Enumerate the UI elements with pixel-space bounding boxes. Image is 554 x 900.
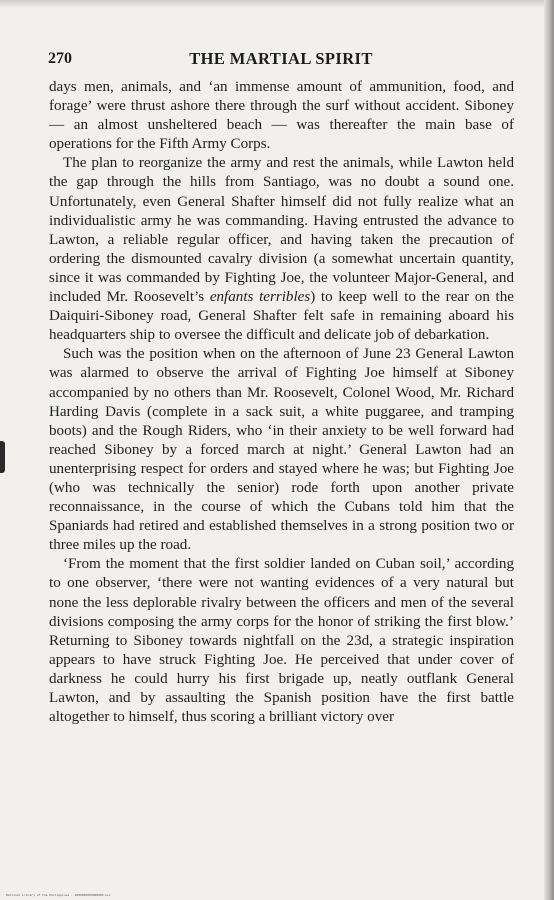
page-header — [48, 49, 514, 73]
body-text — [49, 78, 514, 727]
page-number: 270 — [48, 50, 72, 67]
page-top-shadow — [0, 0, 554, 8]
paragraph-2-part-2: ) to keep well to the rear on the Daiquiri-Siboney road, General Shafter felt safe in remaining aboard his headquarters ship to oversee the difficult and delicate job of debarkation. — [49, 289, 514, 344]
paragraph-3: Such was the position when on the afternoon of June 23 General Lawton was alarmed to observe the arrival of Fighting Joe himself at Siboney accompanied by no others than Mr. Roosevelt, Colonel Wood, Mr. Richard Harding Davis (complete in a sack suit, a white puggaree, and tramping boots) and the Rough Riders, who ‘in their anxiety to be well forward had reached Siboney by a forced march at night.’ General Lawton had an unenterprising respect for orders and stayed where he was; but Fighting Joe (who was technically the senior) rode forth upon another private reconnaissance, in the course of which the Cubans told him that the Spaniards had retired and established themselves in a strong position two or three miles up the road. — [49, 346, 514, 554]
paragraph-2 — [49, 154, 514, 345]
paragraph-1: days men, animals, and ‘an immense amount of ammunition, food, and forage’ were thrust ashore there through the surf without accident. Siboney — an almost unsheltered beach — was thereafter the main base of operations for the Fifth Army Corps. — [49, 79, 514, 153]
binding-mark — [0, 441, 5, 473]
paragraph-4: ‘From the moment that the first soldier landed on Cuban soil,’ according to one observer, ‘there were not wanting evidences of a very natural but none the less deplorable rivalry between the officers and men of the several divisions composing the army corps for the honor of striking the first blow.’ Returning to Siboney towards nightfall on the 23d, a strategic inspiration appears to have struck Fighting Joe. He perceived that under cover of darkness he could hurry his first brigade up, neatly outflank General Lawton, and by assaulting the Spanish position have the first battle altogether to himself, thus scoring a brilliant victory over — [49, 556, 514, 726]
page-edge-shadow — [544, 0, 554, 900]
paragraph-2-part-1: The plan to reorganize the army and rest the animals, while Lawton held the gap through the hills from Santiago, was no doubt a sound one. Unfortunately, even General Shafter himself did not fully realize what an individualistic army he was commanding. Having entrusted the advance to Lawton, a reliable regular officer, and having taken the precaution of ordering the dismounted cavalry division (a somewhat uncertain quantity, since it was commanded by Fighting Joe, the volunteer Major-General, and included Mr. Roosevelt’s — [49, 155, 514, 306]
italic-phrase: enfants terribles — [209, 289, 311, 306]
scan-footer: National Library of the Philippines · 0000000000000000 LLC — [6, 893, 111, 897]
running-title: THE MARTIAL SPIRIT — [189, 49, 373, 68]
